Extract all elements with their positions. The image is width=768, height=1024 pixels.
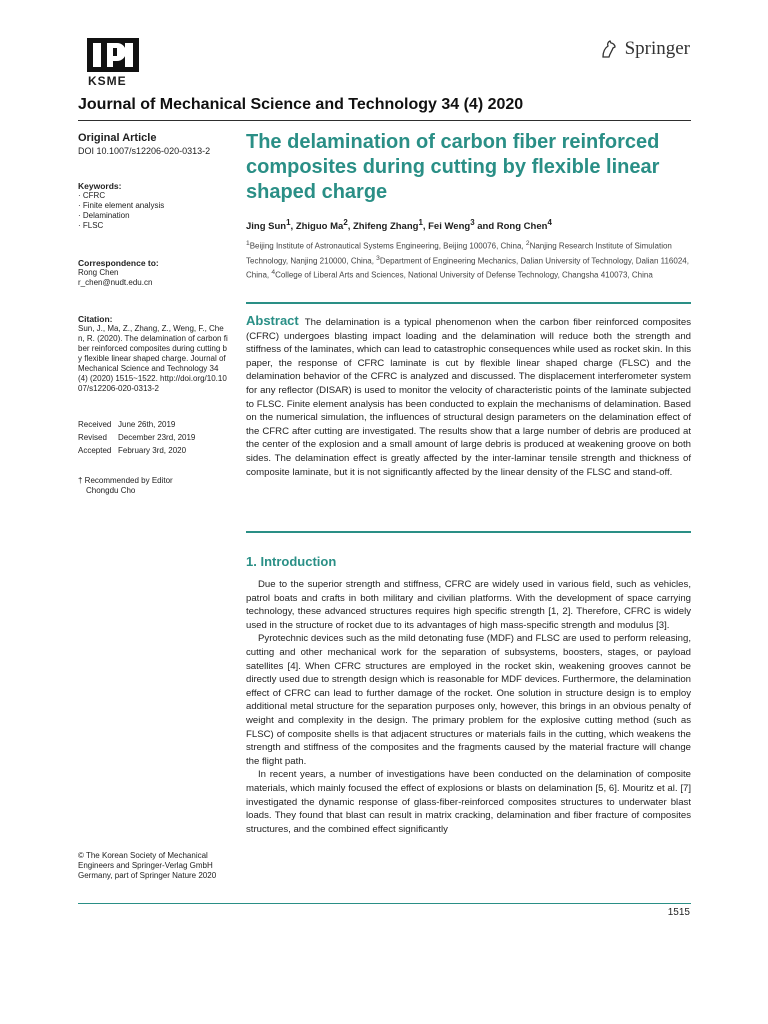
affiliations: $^1$Beijing Institute of Astronautical Systems Engineering, Beijing 100076, China, $^2$Nanjing Research Institute of Simulation Technology, Nanjing 210000, China, $^3$Department of Engineering Mechanics, Dalian University of Technology, Dalian 116024, China, $^4$College of Liberal Arts and Sciences, National University of Defense Technology, Changsha 410073, China <box>246 240 689 280</box>
author: Rong Chen$^4$ <box>496 218 552 233</box>
date-row-revised <box>78 433 238 443</box>
abstract-top-rule <box>246 302 691 304</box>
citation-block <box>78 314 230 394</box>
date-value: June 26th, 2019 <box>118 420 176 429</box>
author: Zhiguo Ma$^2$, <box>295 218 353 233</box>
copyright-notice: © The Korean Society of Mechanical Engineers and Springer-Verlag GmbH Germany, part of Springer Nature 2020 <box>78 851 217 880</box>
correspondence-email[interactable]: r_chen@nudt.edu.cn <box>78 278 153 287</box>
paragraph: In recent years, a number of investigations have been conducted on the delamination of composite materials, which mainly focused the effect of explosions or blasts on delamination [5, 6]. Mouritz et al. [7] investigated the dynamic response of glass-fiber-reinforced composites structures to underwater blast loads. They found that blast can result in matrix cracking, delamination and fiber fracture of composites structures, and the combined effect significantly <box>246 769 691 835</box>
keyword: · Delamination <box>78 211 130 220</box>
date-label: Received <box>78 420 112 429</box>
correspondence-block <box>78 258 238 288</box>
publisher-name: Springer <box>624 38 690 59</box>
keywords-label: Keywords: <box>78 181 122 191</box>
date-row-accepted <box>78 446 238 456</box>
springer-brand <box>599 38 690 60</box>
keywords-block <box>78 181 238 231</box>
author: Fei Weng$^3$ and <box>428 218 497 233</box>
article-type: Original Article <box>78 132 157 144</box>
editor-name: Chongdu Cho <box>86 486 136 495</box>
abstract-bottom-rule <box>246 531 691 533</box>
author: Zhifeng Zhang$^1$, <box>353 218 429 233</box>
date-value: February 3rd, 2020 <box>118 446 187 455</box>
keyword: · Finite element analysis <box>78 201 165 210</box>
header-divider <box>78 120 691 121</box>
editor-note: † Recommended by Editor <box>78 476 173 485</box>
date-value: December 23rd, 2019 <box>118 433 196 442</box>
dates-block <box>78 420 238 456</box>
logo-text: KSME <box>88 74 127 88</box>
date-row-received <box>78 420 238 430</box>
date-label: Accepted <box>78 446 112 455</box>
author: Jing Sun$^1$, <box>246 218 296 233</box>
citation-text: Sun, J., Ma, Z., Zhang, Z., Weng, F., Chen, R. (2020). The delamination of carbon fiber reinforced composites during cutting by flexible linear shaped charge. Journal of Mechanical Science and Technology 34 (4) (2020) 1515~1522. http://doi.org/10.1007/s12206-020-0313-2 <box>78 324 228 393</box>
abstract <box>246 314 691 479</box>
date-label: Revised <box>78 433 107 442</box>
abstract-text: The delamination is a typical phenomenon when the carbon fiber reinforced composites (CFRC) undergoes blasting impact loading and the delamination will reduce both the strength and stiffness of the laminates, which can lead to catastrophic consequences while used as rocket skin. In this paper, the response of CFRC laminate is cut by flexible linear shaped charge (FLSC) and the delamination behavior of the CFRC is analyzed and discussed. The displacement interferometer system for any reflector (DISAR) is used to monitor the velocity of characteristic points of the laminate subjected to FLSC. Finite element analysis has been conducted to explain the mechanisms of delamination. Based on the numerical simulation, the influences of structural design parameters on the delamination effect of the CFRC after cutting are investigated. The results show that a large number of debris are produced at the center of the explosion and a small amount of large debris is produced at weakening groove on both sides. The delamination effect is greatly affected by the inter-laminar tensile strength and thickness of composite laminate, but it is not significantly affected by the linear density of the FLSC and stand-off. <box>246 317 691 478</box>
editor-block <box>78 476 238 496</box>
author-list <box>246 218 552 232</box>
body-text <box>246 578 691 836</box>
footer-divider <box>78 903 691 904</box>
correspondence-label: Correspondence to: <box>78 258 159 268</box>
paragraph: Pyrotechnic devices such as the mild detonating fuse (MDF) and FLSC are used to perform releasing, cutting and other mechanical work for the separation of subsystems, boosters, stages, or payload satellites [4]. When CFRC structures are employed in the rocket skin, weakening grooves cannot be directly used due to strength design which is reasonable for MDF devices. Furthermore, the delamination effect of CFRC can lead to further damage of the rocket. One solution in structure design is to employ additional metal structure for the separation purposes only, however, this brings in an obvious penalty of weight and complexity in the design. The primary problem for the explosive cutting method (such as FLSC) of composite shells is that adjacent structures or materials fails in the cutting, which weakens the strength and stiffness of the composites and the fragments caused by the material fracture will change the flight path. <box>246 633 691 767</box>
article-title: The delamination of carbon fiber reinforced composites during cutting by flexible linear shaped charge <box>246 131 660 203</box>
keywords-list <box>78 191 238 231</box>
keyword: · FLSC <box>78 221 104 230</box>
paragraph: Due to the superior strength and stiffness, CFRC are widely used in various field, such as vehicles, patrol boats and crafts in both military and civilian platforms. With the development of space carrying technology, these advanced structures requires high specific strength [1, 2]. Therefore, CFRC is widely used in the structure of rocket due to its advantages of high mass-specific strength and modulus [3]. <box>246 579 691 631</box>
correspondence-name: Rong Chen <box>78 268 119 277</box>
journal-title: Journal of Mechanical Science and Technology 34 (4) 2020 <box>78 96 524 113</box>
keyword: · CFRC <box>78 191 106 200</box>
abstract-label: Abstract <box>246 313 299 328</box>
springer-horse-icon <box>599 39 619 59</box>
article-doi[interactable]: DOI 10.1007/s12206-020-0313-2 <box>78 146 211 156</box>
citation-label: Citation: <box>78 314 113 324</box>
section-heading: 1. Introduction <box>246 554 337 569</box>
page-number: 1515 <box>667 907 690 918</box>
